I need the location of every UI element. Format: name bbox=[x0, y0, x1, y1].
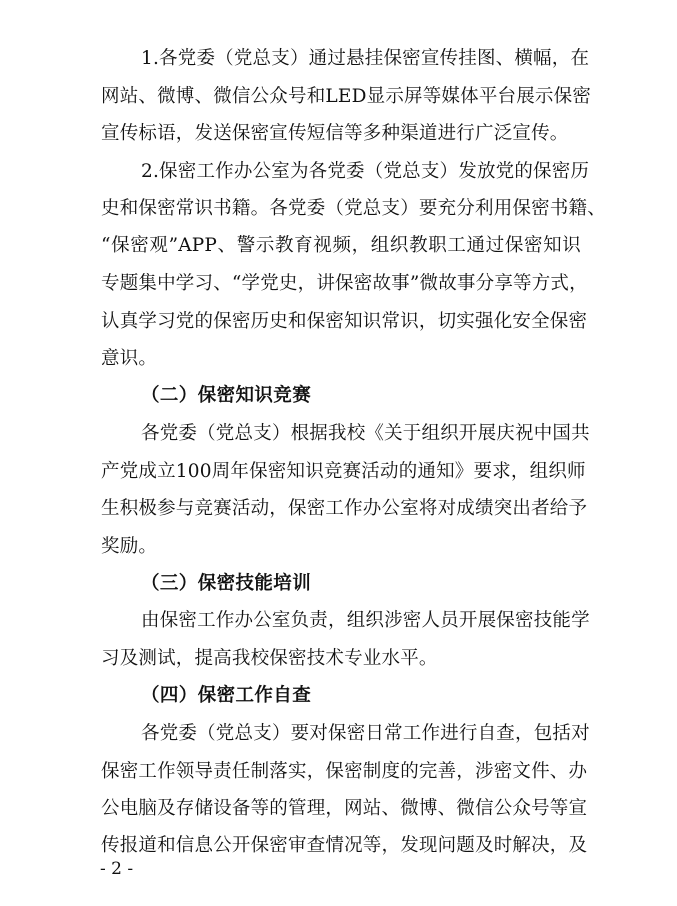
paragraph-line: 奖励。 bbox=[101, 536, 158, 557]
section-heading: （四）保密工作自查 bbox=[141, 685, 312, 706]
paragraph-line: 各党委（党总支）根据我校《关于组织开展庆祝中国共 bbox=[141, 423, 590, 444]
paragraph-line: 保密工作领导责任制落实，保密制度的完善，涉密文件、办 bbox=[101, 761, 588, 782]
paragraph-line: 意识。 bbox=[101, 348, 158, 369]
paragraph-line: 传报道和信息公开保密审查情况等，发现问题及时解决，及 bbox=[101, 835, 588, 856]
paragraph-line: 专题集中学习、“学党史，讲保密故事”微故事分享等方式， bbox=[101, 273, 588, 294]
paragraph-line: “保密观”APP、警示教育视频，组织教职工通过保密知识 bbox=[101, 235, 581, 256]
paragraph-line: 史和保密常识书籍。各党委（党总支）要充分利用保密书籍、 bbox=[101, 198, 606, 219]
paragraph-line: 网站、微博、微信公众号和LED显示屏等媒体平台展示保密 bbox=[101, 86, 592, 107]
paragraph-line: 由保密工作办公室负责，组织涉密人员开展保密技能学 bbox=[141, 610, 590, 631]
paragraph-line: 认真学习党的保密历史和保密知识常识，切实强化安全保密 bbox=[101, 311, 588, 332]
page-number: - 2 - bbox=[100, 859, 134, 879]
paragraph-line: 生积极参与竞赛活动，保密工作办公室将对成绩突出者给予 bbox=[101, 498, 588, 519]
paragraph-line: 习及测试，提高我校保密技术专业水平。 bbox=[101, 648, 438, 669]
section-heading: （二）保密知识竞赛 bbox=[141, 385, 312, 406]
section-heading: （三）保密技能培训 bbox=[141, 573, 312, 594]
paragraph-line: 1.各党委（党总支）通过悬挂保密宣传挂图、横幅，在 bbox=[141, 48, 590, 69]
paragraph-line: 产党成立100周年保密知识竞赛活动的通知》要求，组织师 bbox=[101, 461, 586, 482]
paragraph-line: 各党委（党总支）要对保密日常工作进行自查，包括对 bbox=[141, 723, 590, 744]
paragraph-line: 公电脑及存储设备等的管理，网站、微博、微信公众号等宣 bbox=[101, 798, 588, 819]
paragraph-line: 2.保密工作办公室为各党委（党总支）发放党的保密历 bbox=[141, 161, 590, 182]
paragraph-line: 宣传标语，发送保密宣传短信等多种渠道进行广泛宣传。 bbox=[101, 123, 569, 144]
